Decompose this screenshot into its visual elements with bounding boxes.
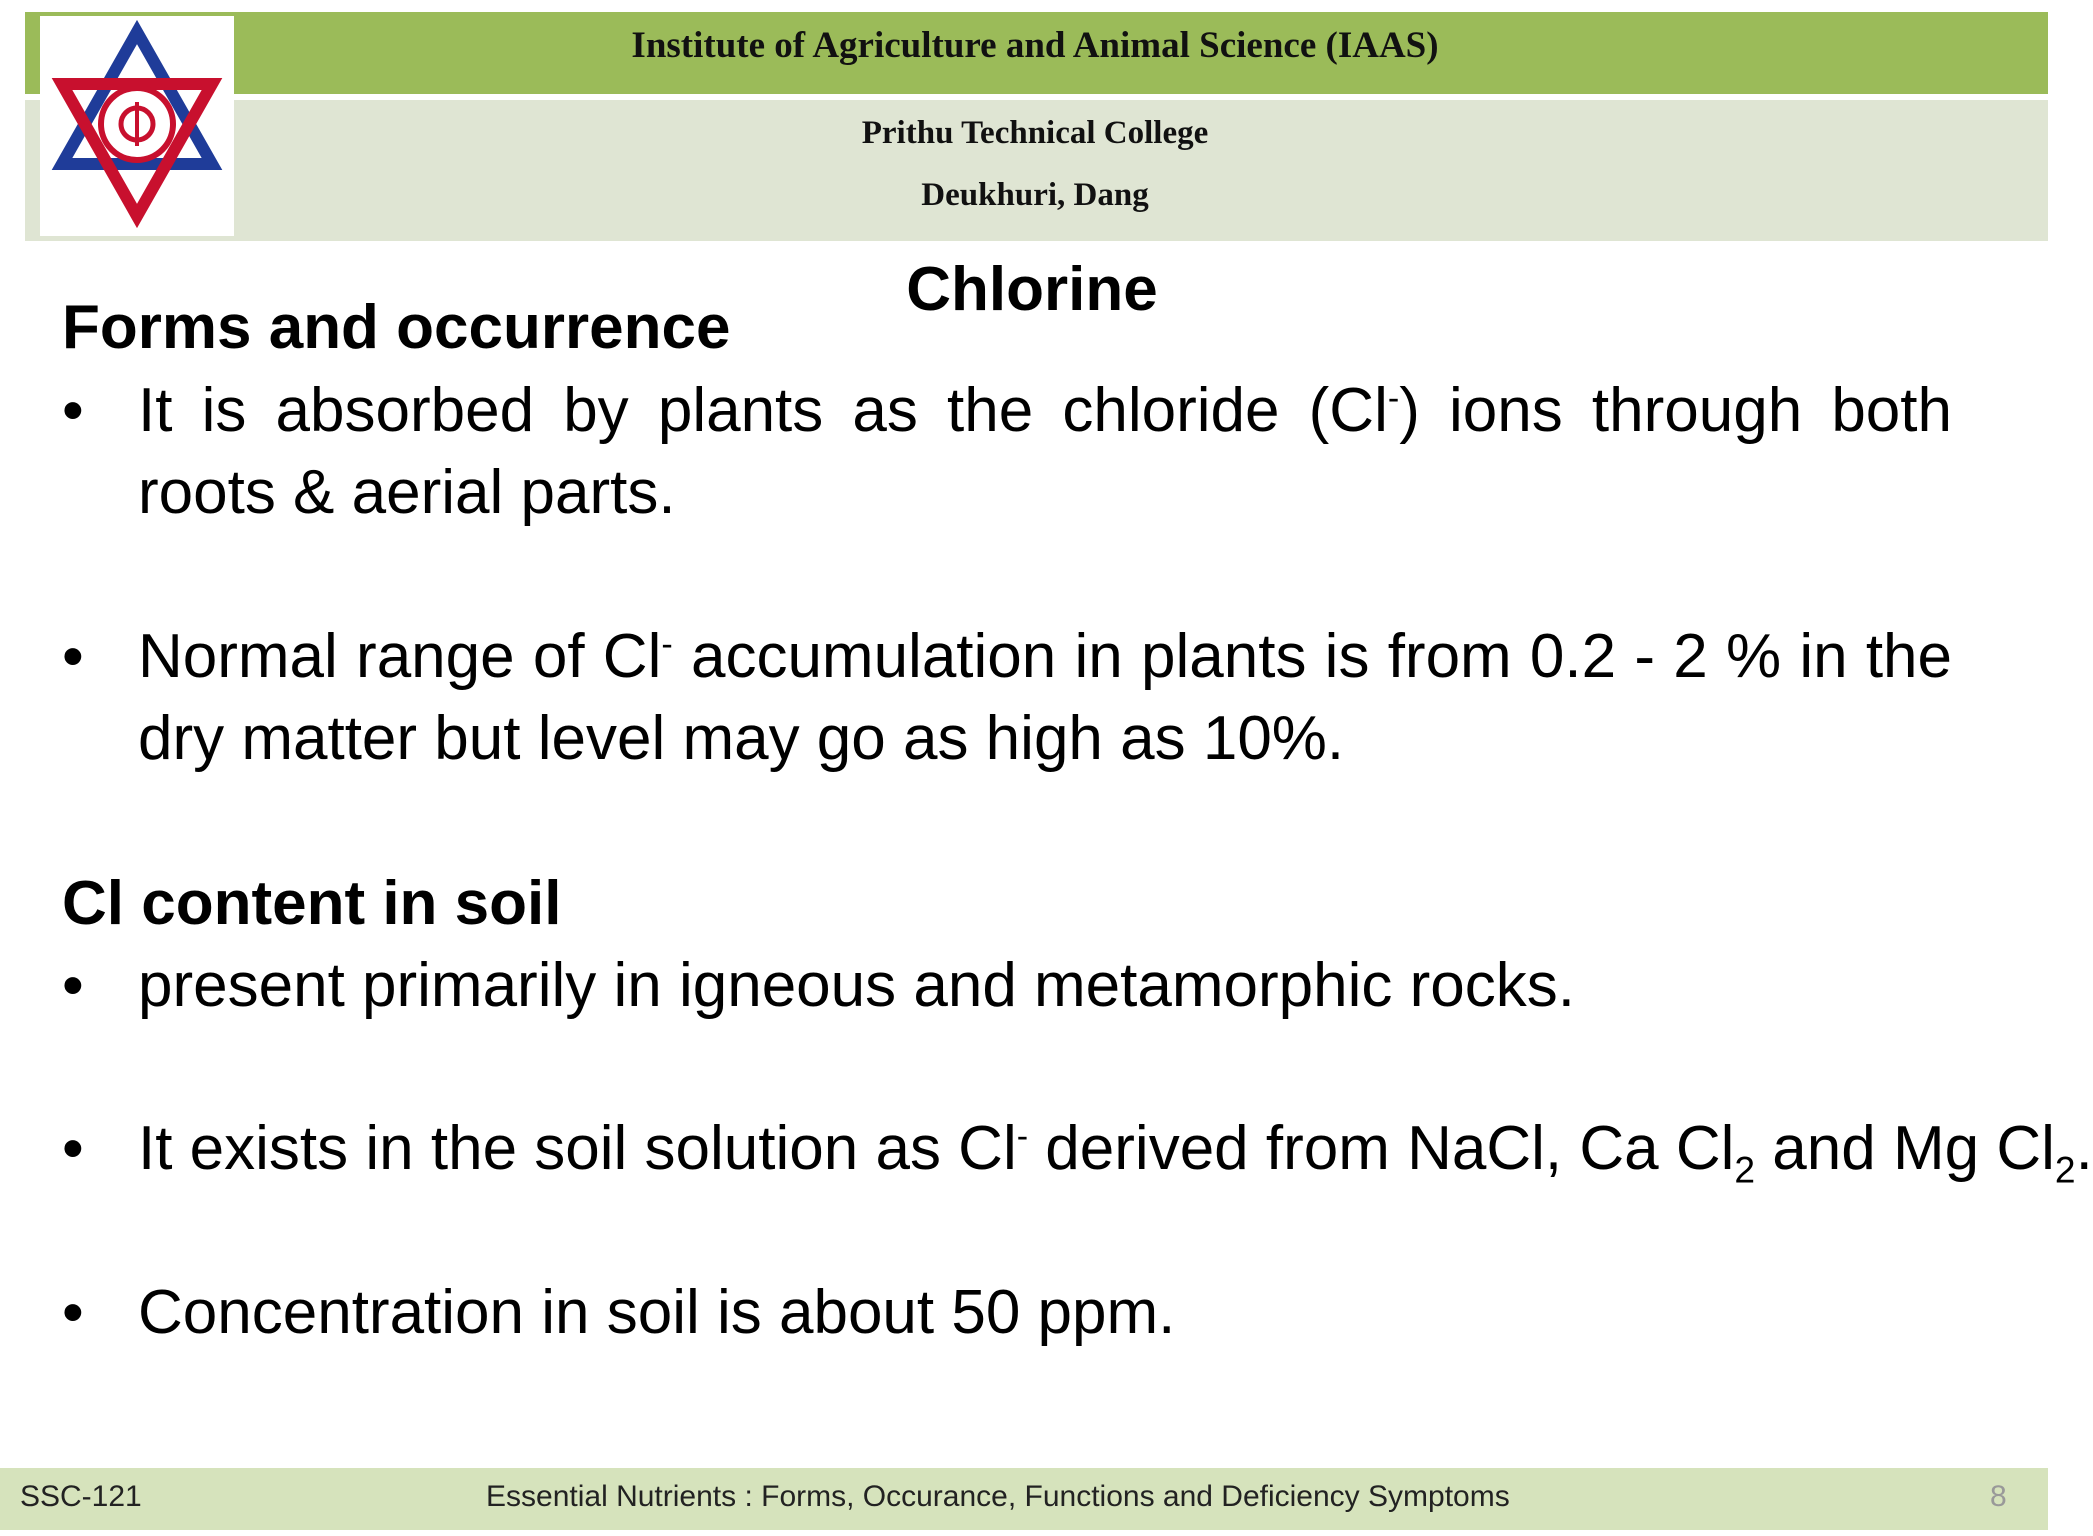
bullet-dot: • [62,1278,84,1347]
footer-topic: Essential Nutrients : Forms, Occurance, Functions and Deficiency Symptoms [486,1480,1510,1513]
section-heading-soil: Cl content in soil [62,869,562,938]
page-number: 8 [1990,1480,2007,1513]
institute-name: Institute of Agriculture and Animal Science (IAAS) [631,25,1439,66]
slide-title: Chlorine [906,255,1158,324]
bullet-text: It is absorbed by plants as the chloride (Cl-) ions through both roots & aerial parts. [138,376,1952,527]
bullet-dot: • [62,376,84,445]
bullet-text: It exists in the soil solution as Cl- derived from NaCl, Ca $Cl_2$ and Mg $Cl_2$. [138,1114,2093,1191]
bullet-text: present primarily in igneous and metamorphic rocks. [138,951,1575,1020]
college-name: Prithu Technical College [861,115,1209,151]
bullet-dot: • [62,951,84,1020]
bullet-text: Concentration in soil is about 50 ppm. [138,1278,1176,1347]
section-heading-forms: Forms and occurrence [62,293,731,362]
bullet-text: Normal range of Cl- accumulation in plants is from 0.2 - 2 % in the dry matter but level may go as high as 10%. [138,622,1953,773]
footer-course-code: SSC-121 [20,1480,142,1513]
bullet-dot: • [62,1114,84,1183]
tribhuvan-university-logo-icon [40,16,234,236]
college-location: Deukhuri, Dang [921,177,1149,213]
bullet-dot: • [62,622,84,691]
